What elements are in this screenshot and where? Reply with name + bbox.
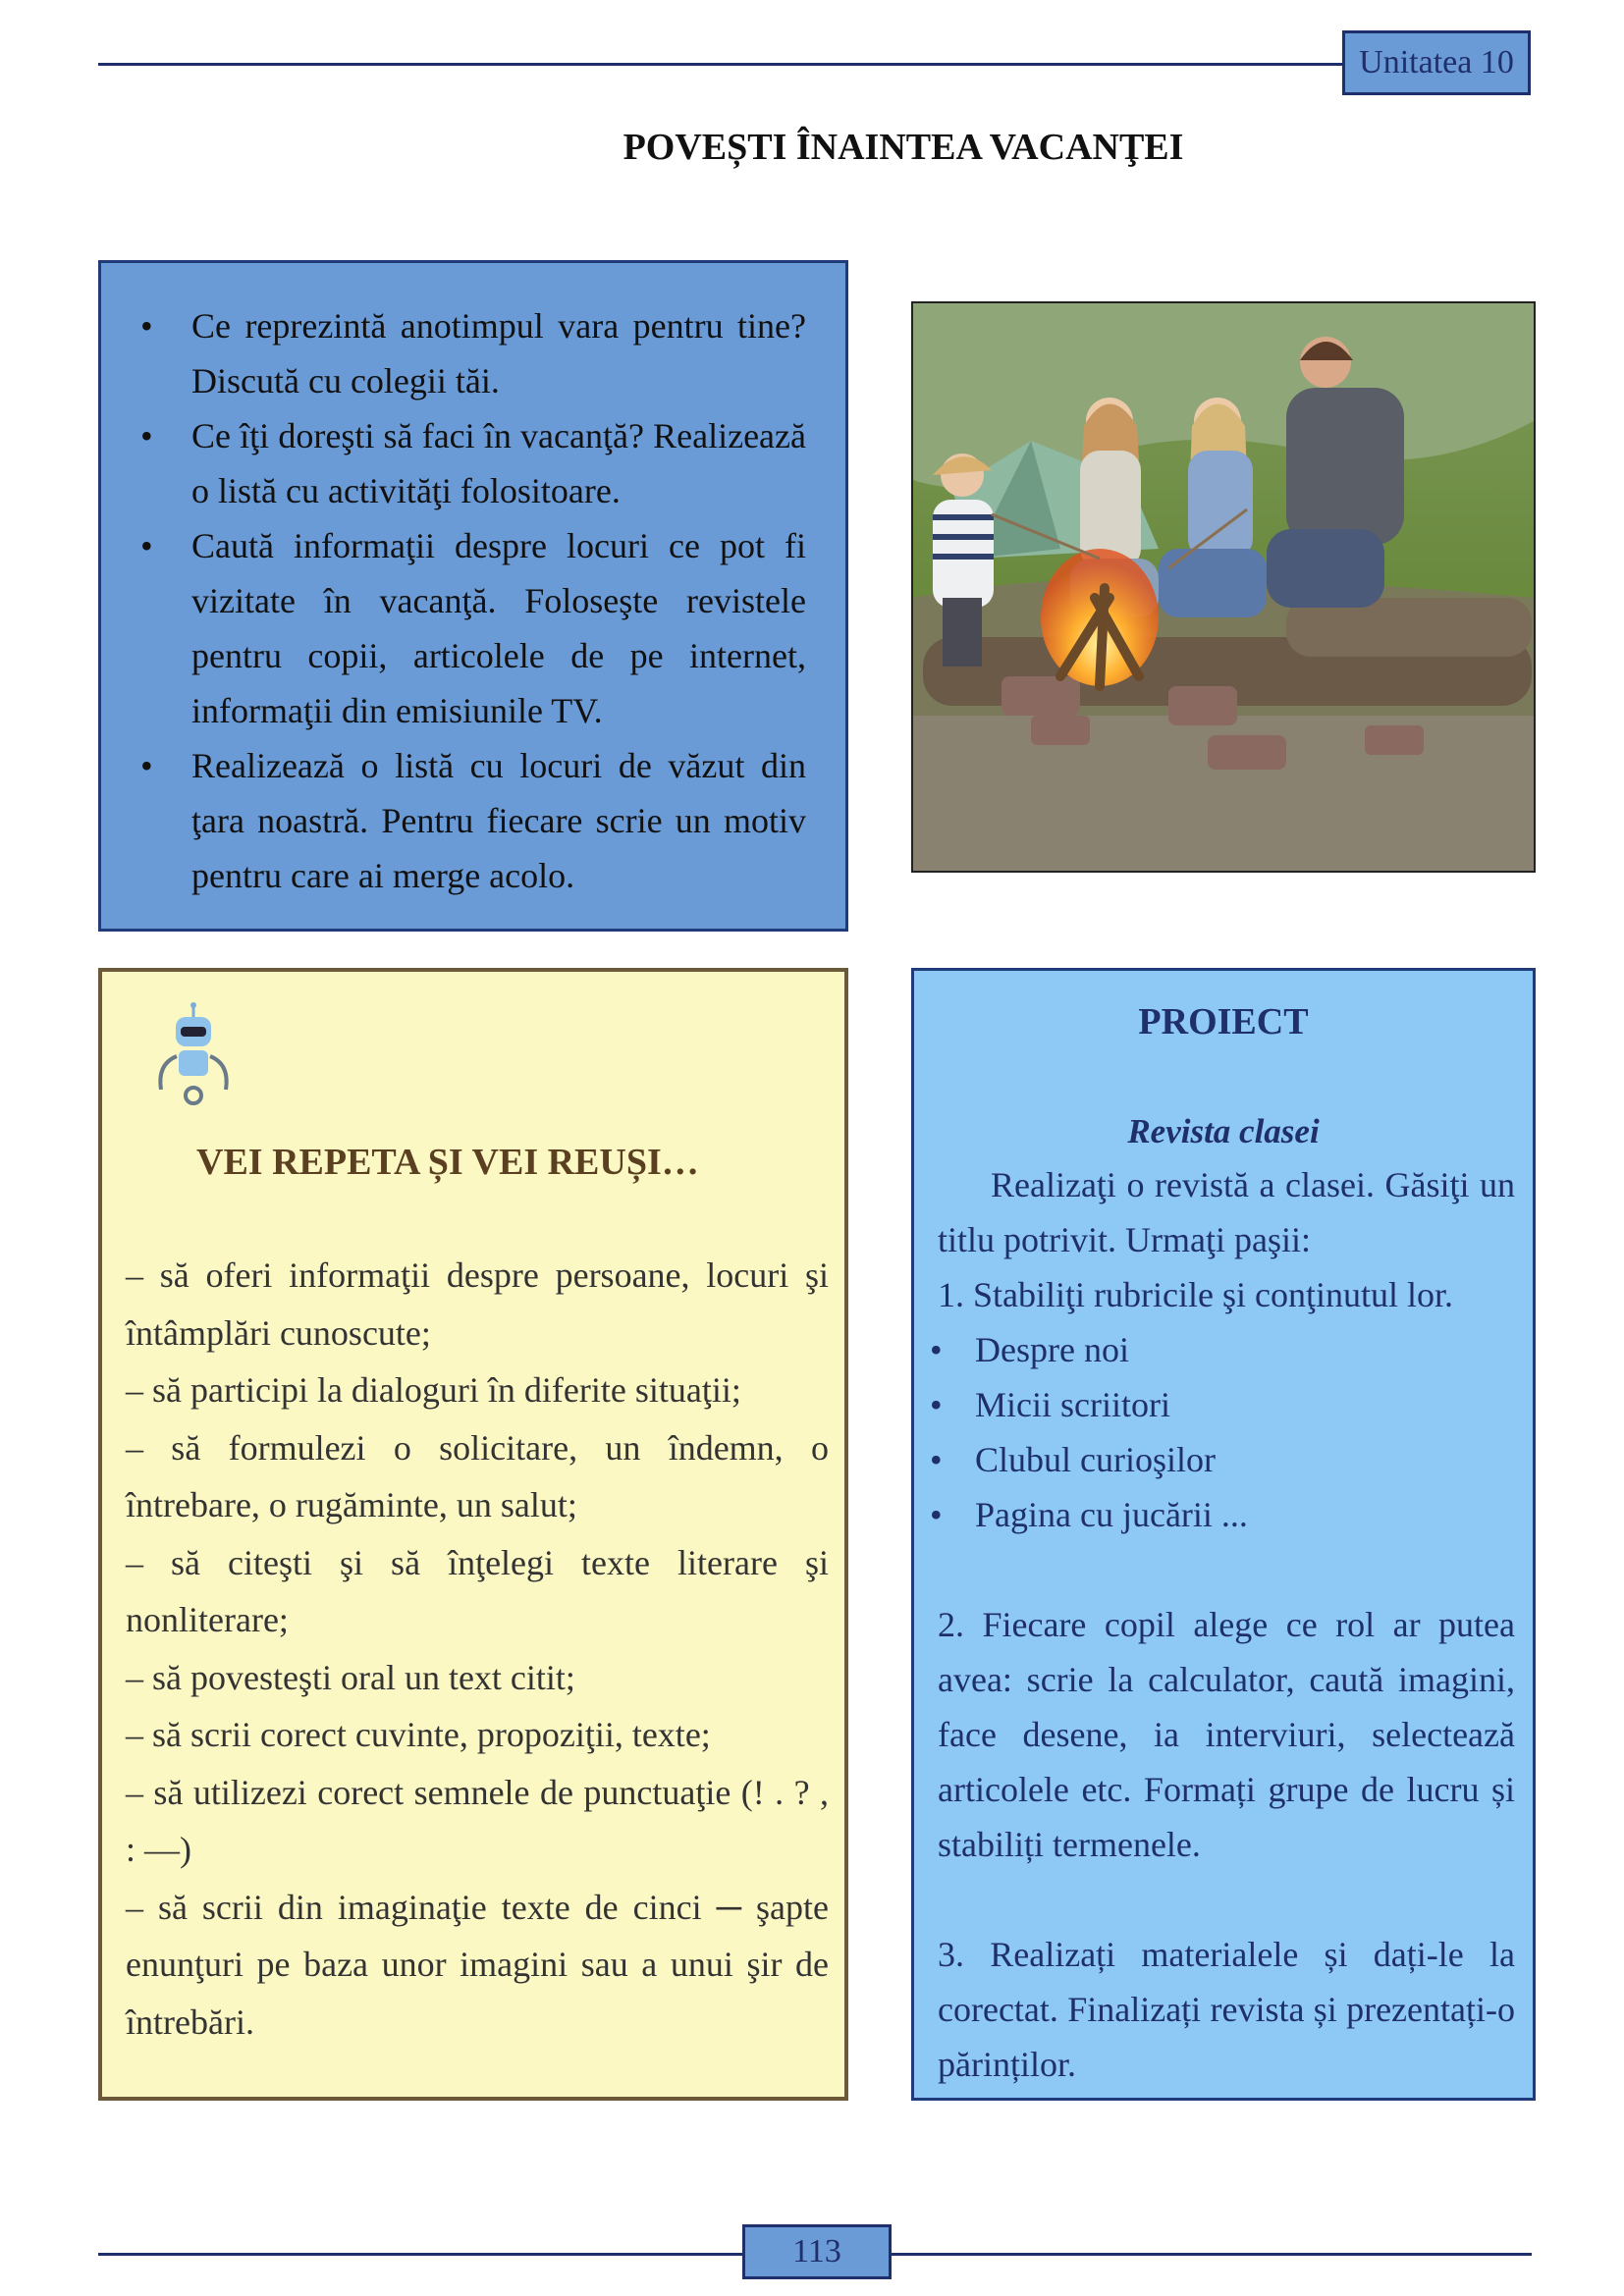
project-title: PROIECT bbox=[1138, 1001, 1309, 1042]
objective-item: – să scrii corect cuvinte, propoziţii, texte; bbox=[126, 1715, 711, 1754]
rubric-item: • Micii scriitori bbox=[938, 1377, 1515, 1432]
objective-item: – să participi la dialoguri în diferite situaţii; bbox=[126, 1370, 741, 1410]
objective-item: – să oferi informaţii despre persoane, locuri şi întâmplări cunoscute; bbox=[126, 1255, 829, 1353]
page-number: 113 bbox=[742, 2224, 892, 2279]
project-step-2: 2. Fiecare copil alege ce rol ar putea avea: scrie la calculator, caută imagini, face desene, ia interviuri, selectează articolele etc. Formați grupe de lucru și stabiliți termenele. bbox=[938, 1605, 1515, 1864]
page-title: POVEȘTI ÎNAINTEA VACANŢEI bbox=[623, 127, 1184, 168]
rubric-item: • Clubul curioşilor bbox=[938, 1432, 1515, 1487]
unit-badge: Unitatea 10 bbox=[1342, 30, 1531, 95]
discussion-item: • Ce reprezintă anotimpul vara pentru tine? Discută cu colegii tăi. bbox=[140, 298, 806, 408]
project-step-3: 3. Realizați materialele și dați-le la corectat. Finalizați revista și prezentați-o părinților. bbox=[938, 1935, 1515, 2084]
objectives-box bbox=[98, 968, 848, 2101]
robot-icon bbox=[149, 1001, 238, 1111]
rubric-list bbox=[938, 1322, 1515, 1542]
discussion-item: • Caută informaţii despre locuri ce pot fi vizitate în vacanţă. Foloseşte revistele pentru copii, articolele de pe internet, informaţii din emisiunile TV. bbox=[140, 518, 806, 738]
objectives-heading: VEI REPETA ȘI VEI REUȘI… bbox=[196, 1142, 699, 1183]
objectives-list bbox=[126, 1247, 829, 2051]
objective-item: – să formulezi o solicitare, un îndemn, o întrebare, o rugăminte, un salut; bbox=[126, 1427, 829, 1524]
objective-item: – să povesteşti oral un text citit; bbox=[126, 1657, 575, 1697]
project-step-1: 1. Stabiliţi rubricile şi conţinutul lor. bbox=[938, 1275, 1453, 1314]
objective-item: – să utilizezi corect semnele de punctuaţie (! . ? , : —) bbox=[126, 1772, 829, 1869]
header-rule bbox=[98, 63, 1343, 66]
discussion-box bbox=[98, 260, 848, 932]
rubric-item: • Despre noi bbox=[938, 1322, 1515, 1377]
project-intro: Realizaţi o revistă a clasei. Găsiţi un titlu potrivit. Urmaţi paşii: bbox=[938, 1165, 1515, 1259]
discussion-item: • Realizează o listă cu locuri de văzut din ţara noastră. Pentru fiecare scrie un motiv pentru care ai merge acolo. bbox=[140, 738, 806, 903]
discussion-list bbox=[140, 298, 806, 903]
project-box bbox=[911, 968, 1536, 2101]
project-body bbox=[938, 1157, 1515, 2092]
project-subtitle: Revista clasei bbox=[1127, 1112, 1320, 1150]
objective-item: – să citeşti şi să înţelegi texte literare şi nonliterare; bbox=[126, 1542, 829, 1639]
campfire-photo bbox=[911, 301, 1536, 873]
rubric-item: • Pagina cu jucării ... bbox=[938, 1487, 1515, 1542]
discussion-item: • Ce îţi doreşti să faci în vacanţă? Realizează o listă cu activităţi folositoare. bbox=[140, 408, 806, 518]
objective-item: – să scrii din imaginaţie texte de cinci ─ şapte enunţuri pe baza unor imagini sau a unui şir de întrebări. bbox=[126, 1887, 829, 2042]
